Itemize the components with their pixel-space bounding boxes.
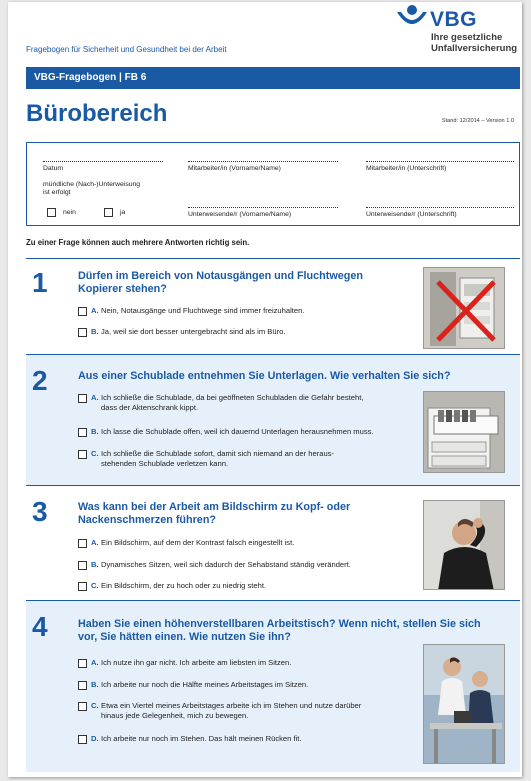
answer-checkbox[interactable] xyxy=(78,307,87,316)
drawer-photo xyxy=(423,391,505,473)
signature-form xyxy=(26,142,520,226)
ja-checkbox[interactable] xyxy=(104,208,113,217)
question-text xyxy=(78,618,481,644)
answer-checkbox[interactable] xyxy=(78,394,87,403)
question-number: 2 xyxy=(32,365,48,396)
answer-text-line: Etwa ein Viertel meines Arbeitstages arbeite ich im Stehen und nutze darüber xyxy=(101,701,362,710)
question-text xyxy=(78,501,350,527)
standing-desk-photo xyxy=(423,644,505,764)
mitarbeiter-name-label: Mitarbeiter/in (Vorname/Name) xyxy=(188,165,281,172)
question-text-line: Aus einer Schublade entnehmen Sie Unterlagen. Wie verhalten Sie sich? xyxy=(78,370,451,382)
answer-letter: C. xyxy=(91,449,99,458)
answer-checkbox[interactable] xyxy=(78,539,87,548)
question-4 xyxy=(26,600,520,772)
datum-line[interactable] xyxy=(43,161,163,162)
answer-text xyxy=(101,701,361,721)
answer-text: Ich arbeite nur noch im Stehen. Das hält meinen Rücken fit. xyxy=(101,734,302,743)
question-number: 4 xyxy=(32,611,48,642)
answer-letter: D. xyxy=(91,734,99,743)
copier-photo xyxy=(423,267,505,349)
question-text-line: vor, Sie hätten einen. Wie nutzen Sie ihn? xyxy=(78,631,291,643)
answer-letter: A. xyxy=(91,306,99,315)
answer-checkbox[interactable] xyxy=(78,450,87,459)
vbg-logo xyxy=(395,4,520,54)
answer-text: Ja, weil sie dort besser untergebracht sind als im Büro. xyxy=(101,327,286,336)
answer-letter: C. xyxy=(91,701,99,710)
logo-word: VBG xyxy=(430,8,478,31)
answer-text-line: dass der Aktenschrank kippt. xyxy=(101,403,199,412)
answer-checkbox[interactable] xyxy=(78,659,87,668)
logo-tagline-2: Unfallversicherung xyxy=(431,43,518,54)
multiple-answers-hint: Zu einer Frage können auch mehrere Antworten richtig sein. xyxy=(26,238,250,247)
answer-text: Dynamisches Sitzen, weil sich dadurch der Sehabstand ständig verändert. xyxy=(101,560,351,569)
answer-letter: A. xyxy=(91,393,99,402)
answer-text: Ein Bildschirm, der zu hoch oder zu niedrig steht. xyxy=(101,581,267,590)
answer-text: Ich arbeite nur noch die Hälfte meines Arbeitstages im Sitzen. xyxy=(101,680,309,689)
answer-text xyxy=(101,393,363,413)
answer-checkbox[interactable] xyxy=(78,681,87,690)
version-stand: Stand: 12/2014 – Version 1.0 xyxy=(441,118,514,124)
datum-label: Datum xyxy=(43,165,64,172)
question-text-line: Nackenschmerzen führen? xyxy=(78,514,217,526)
answer-checkbox[interactable] xyxy=(78,561,87,570)
standing-desk-image xyxy=(424,645,505,764)
vbg-logo-icon xyxy=(395,4,429,34)
answer-letter: B. xyxy=(91,680,99,689)
nein-label: nein xyxy=(63,209,76,216)
unterweisende-name-label: Unterweisende/r (Vorname/Name) xyxy=(188,211,292,218)
mitarbeiter-name-line[interactable] xyxy=(188,161,338,162)
answer-text-line: hinaus jede Gelegenheit, mich zu bewegen. xyxy=(101,711,249,720)
title-bar: VBG-Fragebogen | FB 6 xyxy=(26,67,520,89)
nein-checkbox[interactable] xyxy=(47,208,56,217)
neck-pain-photo xyxy=(423,500,505,590)
logo-tagline-1: Ihre gesetzliche xyxy=(431,32,503,43)
answer-checkbox[interactable] xyxy=(78,582,87,591)
answer-text-line: Ich schließe die Schublade sofort, damit sich niemand an der heraus- xyxy=(101,449,334,458)
ja-label: ja xyxy=(120,209,126,216)
unterweisung-label-2: ist erfolgt xyxy=(43,189,71,196)
answer-text-line: stehenden Schublade verletzen kann. xyxy=(101,459,229,468)
answer-text-line: Ich schließe die Schublade, da bei geöffneten Schubladen die Gefahr besteht, xyxy=(101,393,364,402)
answer-checkbox[interactable] xyxy=(78,702,87,711)
question-text xyxy=(78,370,451,383)
question-2 xyxy=(26,354,520,485)
answer-text xyxy=(101,449,334,469)
header-subtitle: Fragebogen für Sicherheit und Gesundheit bei der Arbeit xyxy=(26,45,227,54)
question-text xyxy=(78,270,363,296)
question-3 xyxy=(26,485,520,600)
answer-text: Ich lasse die Schublade offen, weil ich dauernd Unterlagen herausnehmen muss. xyxy=(101,427,374,436)
question-text-line: Haben Sie einen höhenverstellbaren Arbeitstisch? Wenn nicht, stellen Sie sich xyxy=(78,618,481,630)
copier-image xyxy=(424,268,505,349)
drawer-cabinet-image xyxy=(424,392,505,473)
answer-letter: B. xyxy=(91,327,99,336)
question-text-line: Dürfen im Bereich von Notausgängen und Fluchtwegen xyxy=(78,270,363,282)
question-text-line: Was kann bei der Arbeit am Bildschirm zu Kopf- oder xyxy=(78,501,351,513)
unterweisende-signature-label: Unterweisende/r (Unterschrift) xyxy=(366,211,457,218)
page-title: Bürobereich xyxy=(26,100,168,127)
answer-text: Nein, Notausgänge und Fluchtwege sind immer freizuhalten. xyxy=(101,306,305,315)
answer-checkbox[interactable] xyxy=(78,735,87,744)
unterweisende-name-line[interactable] xyxy=(188,207,338,208)
answer-letter: A. xyxy=(91,658,99,667)
answer-letter: C. xyxy=(91,581,99,590)
mitarbeiter-signature-line[interactable] xyxy=(366,161,514,162)
person-neck-pain-image xyxy=(424,501,505,590)
unterweisende-signature-line[interactable] xyxy=(366,207,514,208)
answer-letter: A. xyxy=(91,538,99,547)
answer-letter: B. xyxy=(91,427,99,436)
question-text-line: Kopierer stehen? xyxy=(78,283,167,295)
question-number: 3 xyxy=(32,496,48,527)
unterweisung-label-1: mündliche (Nach-)Unterweisung xyxy=(43,181,141,188)
question-1 xyxy=(26,258,520,354)
mitarbeiter-signature-label: Mitarbeiter/in (Unterschrift) xyxy=(366,165,447,172)
answer-checkbox[interactable] xyxy=(78,428,87,437)
questionnaire-page xyxy=(8,2,522,777)
answer-letter: B. xyxy=(91,560,99,569)
answer-text: Ich nutze ihn gar nicht. Ich arbeite am liebsten im Sitzen. xyxy=(101,658,292,667)
answer-text: Ein Bildschirm, auf dem der Kontrast falsch eingestellt ist. xyxy=(101,538,295,547)
question-number: 1 xyxy=(32,267,48,298)
answer-checkbox[interactable] xyxy=(78,328,87,337)
